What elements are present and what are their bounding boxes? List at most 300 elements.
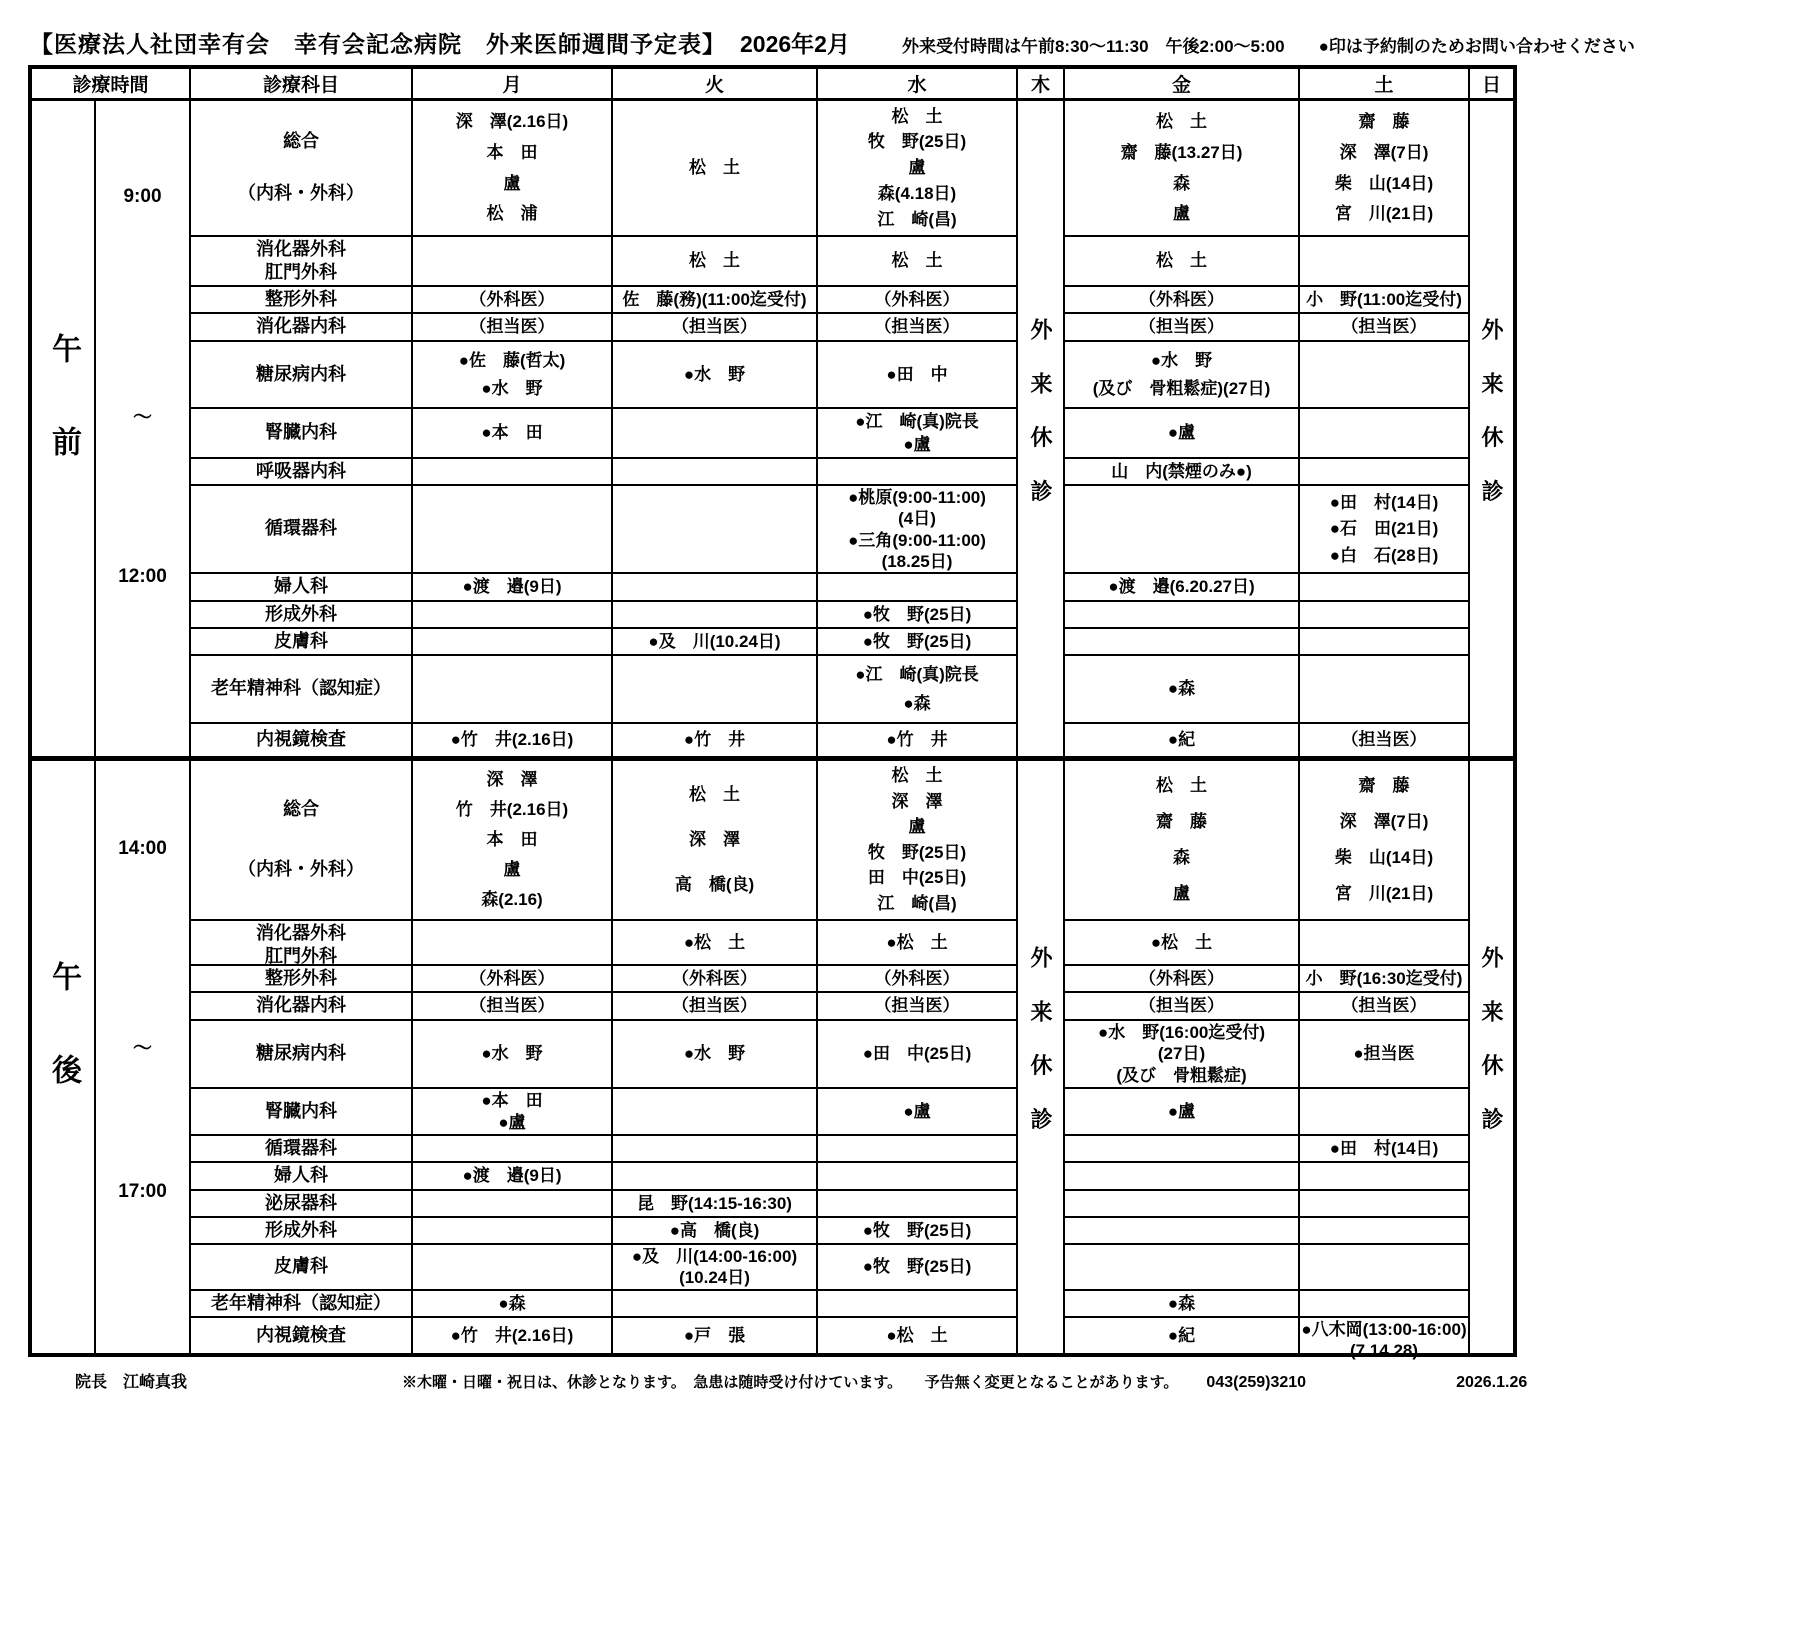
schedule-cell-content (613, 238, 816, 284)
schedule-cell (817, 341, 1017, 408)
doctor-entry: ●森 (1167, 679, 1196, 699)
schedule-cell-content (1300, 1164, 1468, 1188)
doctor-entry: ●渡 邉(9日) (462, 1166, 562, 1186)
dept-cell-content (191, 410, 411, 456)
doctor-entry: 松 土 (1156, 251, 1207, 271)
schedule-cell (1064, 1088, 1299, 1135)
schedule-cell-content (613, 1292, 816, 1315)
closed-label: 外来休診 (1028, 317, 1053, 534)
schedule-cell (1064, 286, 1299, 313)
dept-cell-content (191, 1090, 411, 1133)
schedule-cell (1064, 723, 1299, 758)
schedule-cell (1064, 408, 1299, 458)
schedule-cell-content (413, 1292, 611, 1315)
schedule-cell-content (1300, 1292, 1468, 1315)
schedule-cell-content (613, 1090, 816, 1133)
doctor-entry: ●盧 (1167, 423, 1196, 443)
dept-cell-content (191, 724, 411, 755)
doctor-entry: ●水 野(16:00迄受付) (1097, 1023, 1266, 1043)
schedule-cell (412, 485, 612, 573)
page-footer (30, 1369, 1813, 1392)
schedule-cell-content (413, 630, 611, 653)
doctor-entry: ●盧 (903, 434, 931, 454)
schedule-cell-content (1065, 487, 1298, 571)
schedule-cell (612, 1020, 817, 1088)
schedule-cell-content (413, 410, 611, 456)
dept-name: 皮膚科 (274, 631, 328, 651)
schedule-cell-content (818, 724, 1016, 755)
table-row (30, 573, 1515, 601)
doctor-entry: ●紀 (1167, 730, 1196, 750)
schedule-cell-content (413, 101, 611, 234)
dept-cell (190, 1290, 412, 1317)
schedule-cell (817, 313, 1017, 341)
schedule-cell (1299, 1217, 1469, 1244)
schedule-cell (1299, 313, 1469, 341)
schedule-cell (1299, 236, 1469, 286)
table-row (30, 458, 1515, 485)
schedule-cell (612, 1217, 817, 1244)
schedule-cell-content (818, 487, 1016, 571)
table-row (30, 758, 1515, 920)
schedule-cell (1064, 341, 1299, 408)
doctor-entry: 盧 (503, 173, 521, 193)
dept-cell-content (191, 761, 411, 919)
doctor-entry: （担当医） (874, 317, 960, 337)
table-row (30, 1190, 1515, 1217)
schedule-cell-content (613, 1246, 816, 1288)
schedule-cell (412, 601, 612, 628)
dept-name: 皮膚科 (274, 1256, 328, 1277)
schedule-cell (817, 286, 1017, 313)
dept-name: 循環器科 (265, 518, 337, 539)
doctor-entry: （担当医） (469, 317, 555, 337)
doctor-entry: 竹 井(2.16日) (455, 800, 569, 820)
afternoon-section (30, 758, 1515, 1360)
schedule-cell-content (1300, 460, 1468, 483)
schedule-cell-content (818, 1022, 1016, 1086)
dept-name: 整形外科 (265, 968, 337, 988)
schedule-cell (412, 99, 612, 236)
doctor-entry: （外科医） (469, 968, 555, 988)
schedule-cell-content (413, 288, 611, 311)
doctor-entry: 宮 川(21日) (1334, 204, 1434, 224)
schedule-cell-content (1300, 343, 1468, 406)
schedule-cell-content (1065, 1137, 1298, 1160)
schedule-cell-content (1300, 101, 1468, 234)
schedule-cell-content (413, 315, 611, 339)
doctor-entry: ●牧 野(25日) (862, 1257, 972, 1277)
dept-name: 呼吸器内科 (256, 461, 346, 481)
schedule-cell-content (413, 724, 611, 755)
closed-label: 外来休診 (1479, 946, 1504, 1163)
schedule-cell (817, 965, 1017, 992)
schedule-cell (1064, 1162, 1299, 1190)
schedule-cell (1064, 628, 1299, 655)
dept-cell (190, 573, 412, 601)
schedule-cell (1299, 573, 1469, 601)
schedule-cell (817, 99, 1017, 236)
schedule-cell-content (613, 994, 816, 1018)
dept-name: 婦人科 (274, 576, 328, 597)
schedule-cell-content (1300, 288, 1468, 311)
schedule-cell (1299, 1244, 1469, 1290)
dept-cell (190, 1217, 412, 1244)
dept-cell-content (191, 487, 411, 571)
schedule-cell-content (1065, 460, 1298, 483)
schedule-cell (612, 655, 817, 723)
doctor-entry: 本 田 (486, 142, 538, 162)
doctor-entry: （外科医） (1139, 289, 1224, 309)
time-range-cell (95, 99, 190, 758)
doctor-entry: （外科医） (1139, 968, 1224, 988)
schedule-cell-content (818, 1292, 1016, 1315)
schedule-cell-content (413, 343, 611, 406)
table-row (30, 1162, 1515, 1190)
time-label: 14:00 (118, 837, 167, 859)
schedule-cell-content (1065, 1192, 1298, 1215)
schedule-cell-content (818, 603, 1016, 626)
doctor-entry: ●高 橋(良) (669, 1220, 760, 1240)
schedule-cell-content (613, 1137, 816, 1160)
doctor-entry: 松 土 (689, 158, 740, 178)
schedule-cell-content (1300, 1219, 1468, 1242)
doctor-entry: 江 崎(昌) (877, 209, 957, 229)
doctor-entry: ●田 村(14日) (1329, 493, 1439, 513)
schedule-cell (412, 992, 612, 1020)
dept-cell (190, 99, 412, 236)
dept-cell-content (191, 101, 411, 234)
schedule-cell (412, 723, 612, 758)
doctor-entry: 昆 野(14:15-16:30) (637, 1193, 792, 1213)
doctor-entry: 深 澤(2.16日) (455, 111, 569, 131)
doctor-entry: 深 澤 (689, 830, 740, 850)
doctor-entry: 高 橋(良) (674, 874, 755, 894)
doctor-entry: ●石 田(21日) (1329, 519, 1439, 539)
doctor-entry: 齋 藤 (1156, 812, 1207, 832)
table-row (30, 655, 1515, 723)
dept-cell-content (191, 1319, 411, 1353)
schedule-cell (1064, 920, 1299, 965)
dept-name: 肛門外科 (265, 946, 337, 967)
dept-cell (190, 485, 412, 573)
schedule-cell (612, 573, 817, 601)
schedule-cell (412, 458, 612, 485)
table-row (30, 992, 1515, 1020)
dept-name: 糖尿病内科 (256, 363, 346, 384)
dept-cell-content (191, 315, 411, 339)
schedule-cell-content (613, 343, 816, 406)
schedule-cell (412, 573, 612, 601)
closed-label: 外来休診 (1479, 317, 1504, 534)
schedule-cell (817, 573, 1017, 601)
doctor-entry: ●松 土 (1150, 932, 1213, 952)
schedule-cell-content (1065, 288, 1298, 311)
schedule-cell (612, 1290, 817, 1317)
schedule-cell-content (1065, 1246, 1298, 1288)
schedule-cell (1064, 992, 1299, 1020)
dept-cell-content (191, 1137, 411, 1160)
dept-cell (190, 1244, 412, 1290)
schedule-cell (817, 236, 1017, 286)
schedule-cell (412, 655, 612, 723)
schedule-cell-content (818, 922, 1016, 963)
dept-cell (190, 965, 412, 992)
dept-name: 消化器内科 (256, 995, 346, 1016)
schedule-cell-content (613, 1022, 816, 1086)
doctor-entry: （担当医） (874, 996, 960, 1016)
dept-name: 腎臓内科 (265, 422, 337, 443)
schedule-cell-content (818, 1219, 1016, 1242)
day-header-sat: 土 (1299, 67, 1469, 99)
schedule-cell (412, 236, 612, 286)
doctor-entry: 森(2.16) (481, 889, 543, 909)
schedule-cell (817, 1020, 1017, 1088)
schedule-cell (612, 758, 817, 920)
dept-cell-content (191, 238, 411, 284)
doctor-entry: 盧 (908, 158, 926, 178)
doctor-entry: ●田 中 (886, 364, 948, 384)
schedule-cell-content (818, 343, 1016, 406)
dept-name: 循環器科 (265, 1138, 337, 1158)
dept-name: 腎臓内科 (265, 1100, 337, 1121)
schedule-cell-content (1300, 1090, 1468, 1133)
schedule-cell (1299, 758, 1469, 920)
doctor-entry: ●江 崎(真)院長 (855, 412, 979, 432)
table-row (30, 965, 1515, 992)
time-label: 〜 (132, 1038, 152, 1060)
schedule-cell (817, 992, 1017, 1020)
schedule-cell-content (818, 460, 1016, 483)
schedule-cell-content (1065, 630, 1298, 653)
doctor-entry: ●盧 (903, 1101, 931, 1121)
schedule-cell (1064, 965, 1299, 992)
dept-cell (190, 601, 412, 628)
doctor-entry: ●盧 (1167, 1101, 1196, 1121)
schedule-cell-content (1300, 724, 1468, 755)
dept-name: 婦人科 (274, 1165, 328, 1186)
dept-cell (190, 655, 412, 723)
schedule-cell (412, 1244, 612, 1290)
doctor-entry: 松 土 (1156, 776, 1207, 796)
schedule-cell-content (1300, 1319, 1468, 1360)
schedule-cell (412, 1020, 612, 1088)
doctor-entry: ●本 田 (481, 1091, 543, 1111)
schedule-cell-content (1065, 1022, 1298, 1086)
schedule-cell-content (1065, 657, 1298, 721)
schedule-cell (612, 1190, 817, 1217)
schedule-cell (1299, 1088, 1469, 1135)
table-row (30, 1244, 1515, 1290)
doctor-entry: （担当医） (672, 996, 757, 1016)
doctor-entry: 松 土 (689, 785, 740, 805)
schedule-cell (1299, 1317, 1469, 1360)
doctor-entry: ●桃原(9:00-11:00) (848, 488, 986, 507)
schedule-cell-content (818, 1164, 1016, 1188)
dept-name: 内視鏡検査 (256, 1324, 346, 1345)
time-label: 17:00 (118, 1181, 167, 1203)
schedule-cell-content (1065, 603, 1298, 626)
schedule-cell-content (1065, 1090, 1298, 1133)
schedule-cell (612, 965, 817, 992)
schedule-cell (612, 1135, 817, 1162)
doctor-entry: ●水 野 (481, 1044, 543, 1064)
schedule-cell (817, 628, 1017, 655)
doctor-entry: (及び 骨粗鬆症)(27日) (1092, 378, 1271, 398)
schedule-cell-content (1065, 724, 1298, 755)
schedule-cell (412, 1317, 612, 1355)
schedule-cell (612, 341, 817, 408)
schedule-cell-content (613, 487, 816, 571)
schedule-cell (412, 341, 612, 408)
doctor-entry: ●水 野 (683, 364, 746, 384)
dept-cell (190, 458, 412, 485)
schedule-cell (412, 313, 612, 341)
dept-cell (190, 628, 412, 655)
doctor-entry: (及び 骨粗鬆症) (1116, 1065, 1247, 1085)
schedule-cell-content (613, 1319, 816, 1353)
schedule-cell (612, 99, 817, 236)
dept-name: 内視鏡検査 (256, 729, 346, 750)
weekly-schedule-table (28, 65, 1517, 1360)
table-row (30, 723, 1515, 758)
table-row (30, 485, 1515, 573)
closed-label: 外来休診 (1028, 946, 1053, 1163)
doctor-entry: （外科医） (672, 968, 757, 988)
doctor-entry: ●竹 井(2.16日) (450, 730, 574, 750)
doctor-entry: ●田 中(25日) (862, 1044, 972, 1064)
dept-cell-content (191, 1292, 411, 1315)
doctor-entry: 深 澤(7日) (1339, 812, 1429, 832)
schedule-cell (1064, 758, 1299, 920)
schedule-cell-content (1065, 575, 1298, 599)
table-row (30, 313, 1515, 341)
schedule-cell (612, 1244, 817, 1290)
doctor-entry: 佐 藤(務)(11:00迄受付) (622, 289, 807, 309)
doctor-entry: 盧 (908, 817, 926, 837)
table-row (30, 601, 1515, 628)
schedule-cell (412, 965, 612, 992)
schedule-cell-content (1065, 994, 1298, 1018)
schedule-cell-content (1300, 1022, 1468, 1086)
dept-cell-content (191, 630, 411, 653)
schedule-cell (817, 758, 1017, 920)
table-row (30, 236, 1515, 286)
dept-cell (190, 341, 412, 408)
schedule-cell-content (1065, 1164, 1298, 1188)
doctor-entry: 田 中(25日) (867, 868, 967, 888)
schedule-cell (817, 1190, 1017, 1217)
dept-cell-content (191, 922, 411, 967)
dept-cell (190, 1020, 412, 1088)
schedule-cell-content (1065, 1219, 1298, 1242)
schedule-cell (817, 601, 1017, 628)
doctor-entry: （外科医） (874, 968, 960, 988)
schedule-cell-content (1065, 343, 1298, 406)
day-header-mon: 月 (412, 67, 612, 99)
dept-name: 総合 (283, 130, 319, 151)
dept-cell-content (191, 1192, 411, 1215)
dept-name: 老年精神科（認知症） (211, 678, 391, 699)
doctor-entry: 盧 (1173, 204, 1190, 224)
closed-day-cell (1469, 99, 1515, 758)
schedule-cell (817, 920, 1017, 965)
schedule-cell (412, 1290, 612, 1317)
table-row (30, 286, 1515, 313)
schedule-cell-content (413, 1022, 611, 1086)
doctor-entry: 牧 野(25日) (867, 132, 967, 152)
table-row (30, 1088, 1515, 1135)
doctor-entry: ●担当医 (1353, 1044, 1415, 1064)
doctor-entry: ●牧 野(25日) (862, 631, 972, 651)
schedule-cell-content (613, 922, 816, 963)
dept-cell (190, 723, 412, 758)
schedule-cell-content (1300, 761, 1468, 919)
day-header-thu: 木 (1017, 67, 1064, 99)
doctor-entry: ●松 土 (886, 1325, 948, 1345)
schedule-cell (1064, 573, 1299, 601)
doctor-entry: ●竹 井 (683, 730, 746, 750)
dept-cell-content (191, 1164, 411, 1188)
schedule-cell (1064, 1190, 1299, 1217)
schedule-cell-content (413, 994, 611, 1018)
doctor-entry: ●松 土 (886, 932, 948, 952)
dept-cell (190, 286, 412, 313)
period-label: 午前 (47, 332, 80, 519)
doctor-entry: ●佐 藤(哲太) (458, 350, 566, 370)
schedule-cell-content (818, 967, 1016, 990)
schedule-cell-content (818, 238, 1016, 284)
doctor-entry: 松 浦 (486, 204, 538, 224)
schedule-cell (1299, 992, 1469, 1020)
schedule-cell (1064, 601, 1299, 628)
schedule-cell (817, 1162, 1017, 1190)
day-header-tue: 火 (612, 67, 817, 99)
schedule-cell-content (818, 1319, 1016, 1353)
doctor-entry: （外科医） (874, 289, 960, 309)
day-header-wed: 水 (817, 67, 1017, 99)
schedule-cell (817, 408, 1017, 458)
table-row (30, 1020, 1515, 1088)
dept-cell (190, 1135, 412, 1162)
schedule-cell (1299, 601, 1469, 628)
doctor-entry: 牧 野(25日) (867, 842, 967, 862)
schedule-cell (1064, 99, 1299, 236)
schedule-cell (1299, 1020, 1469, 1088)
doctor-entry: （担当医） (672, 317, 757, 337)
schedule-cell (1064, 1244, 1299, 1290)
doctor-entry: （担当医） (1341, 317, 1427, 337)
dept-cell-content (191, 1022, 411, 1086)
doctor-entry: 盧 (1173, 883, 1190, 903)
table-row (30, 341, 1515, 408)
doctor-entry: ●森 (498, 1293, 526, 1313)
dept-name: 消化器外科 (256, 923, 346, 943)
time-label: 〜 (132, 406, 152, 428)
schedule-cell-content (1065, 761, 1298, 919)
doctor-entry: 齋 藤 (1358, 776, 1410, 796)
schedule-cell-content (1065, 101, 1298, 234)
schedule-cell-content (413, 460, 611, 483)
schedule-cell (612, 920, 817, 965)
schedule-cell (412, 408, 612, 458)
table-row (30, 1290, 1515, 1317)
schedule-cell-content (818, 315, 1016, 339)
doctor-entry: ●渡 邉(6.20.27日) (1108, 577, 1255, 597)
doctor-entry: (18.25日) (881, 551, 953, 571)
schedule-cell (412, 1088, 612, 1135)
doctor-entry: 山 内(禁煙のみ●) (1111, 461, 1252, 481)
